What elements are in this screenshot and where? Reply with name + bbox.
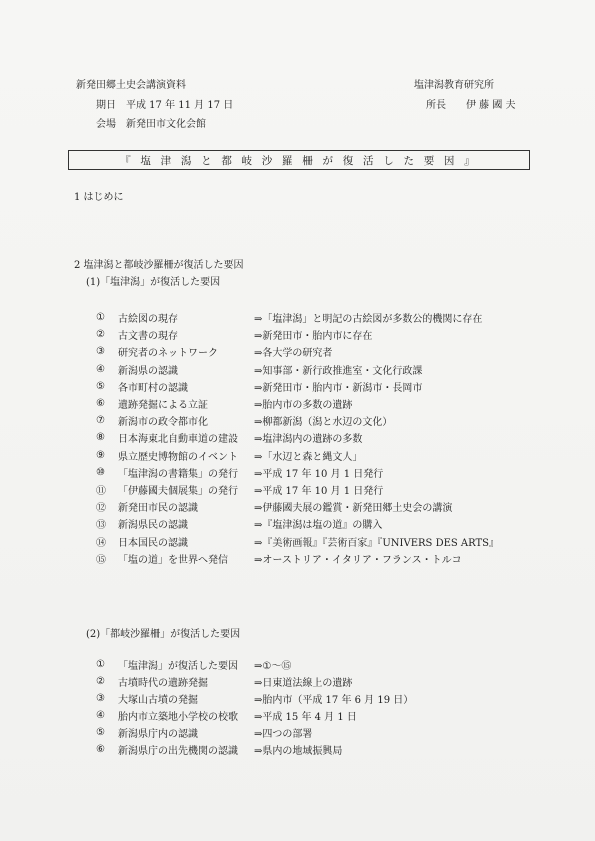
item-number: ⑤ bbox=[96, 727, 105, 738]
item-value: ⇒四つの部署 bbox=[254, 729, 313, 740]
item-label: 「塩津潟」が復活した要因 bbox=[118, 661, 238, 672]
list-item bbox=[96, 395, 499, 412]
item-label: 遺跡発掘による立証 bbox=[118, 400, 208, 412]
item-value: ⇒平成 17 年 10 月 1 日発行 bbox=[254, 485, 384, 497]
item-value: ⇒柳都新潟（潟と水辺の文化） bbox=[254, 417, 393, 429]
header-date: 期日 平成 17 年 11 月 17 日 bbox=[96, 100, 234, 111]
item-number: ② bbox=[96, 329, 105, 341]
list-item bbox=[96, 550, 499, 567]
item-label: 「塩の道」を世界へ発信 bbox=[118, 554, 228, 566]
item-number: ⑫ bbox=[96, 503, 106, 515]
list-item bbox=[96, 707, 413, 724]
item-label: 古絵図の現存 bbox=[118, 314, 178, 326]
list-item bbox=[96, 326, 499, 343]
item-label: 新発田市民の認識 bbox=[118, 503, 198, 515]
list-item bbox=[96, 309, 499, 326]
item-label: 新潟県庁内の認識 bbox=[118, 729, 198, 740]
item-value: ⇒「水辺と森と縄文人」 bbox=[254, 451, 363, 463]
item-value: ⇒胎内市（平成 17 年 6 月 19 日） bbox=[254, 695, 414, 706]
list-item bbox=[96, 724, 413, 741]
item-number: ⑪ bbox=[96, 485, 106, 497]
list-item bbox=[96, 673, 413, 690]
item-label: 新潟県の認識 bbox=[118, 365, 178, 377]
item-value: ⇒新発田市・胎内市・新潟市・長岡市 bbox=[254, 382, 423, 394]
item-label: 大塚山古墳の発掘 bbox=[118, 695, 198, 706]
list-item bbox=[96, 447, 499, 464]
item-number: ① bbox=[96, 312, 105, 324]
list-item bbox=[96, 412, 499, 429]
list-item bbox=[96, 498, 499, 515]
item-value: ⇒オーストリア・イタリア・フランス・トルコ bbox=[254, 554, 462, 566]
list-revival-factors-shiozugata bbox=[96, 309, 499, 567]
item-label: 日本海東北自動車道の建設 bbox=[118, 434, 238, 446]
list-item bbox=[96, 378, 499, 395]
item-number: ① bbox=[96, 659, 105, 670]
item-value: ⇒①〜⑮ bbox=[254, 661, 292, 672]
list-item bbox=[96, 464, 499, 481]
item-label: 古墳時代の遺跡発掘 bbox=[118, 678, 208, 689]
list-item bbox=[96, 690, 413, 707]
item-number: ③ bbox=[96, 346, 105, 358]
subsection-1-heading: (1)「塩津潟」が復活した要因 bbox=[86, 277, 221, 288]
section-1-heading: 1 はじめに bbox=[74, 192, 124, 203]
item-value: ⇒県内の地域振興局 bbox=[254, 746, 343, 757]
item-value: ⇒新発田市・胎内市に存在 bbox=[254, 331, 373, 343]
header-organization: 塩津潟教育研究所 bbox=[414, 80, 494, 91]
section-2-heading: 2 塩津潟と都岐沙羅柵が復活した要因 bbox=[74, 260, 244, 271]
item-label: 研究者のネットワーク bbox=[118, 348, 218, 360]
list-item bbox=[96, 515, 499, 532]
header-venue: 会場 新発田市文化会館 bbox=[96, 119, 206, 130]
item-value: ⇒伊藤國夫展の鑑賞・新発田郷土史会の講演 bbox=[254, 503, 453, 515]
item-number: ⑩ bbox=[96, 466, 105, 478]
item-number: ⑬ bbox=[96, 520, 106, 532]
item-value: ⇒日東道法線上の遺跡 bbox=[254, 678, 353, 689]
item-number: ⑧ bbox=[96, 432, 105, 444]
item-label: 日本国民の認識 bbox=[118, 537, 188, 549]
header-source: 新発田郷土史会講演資料 bbox=[76, 80, 186, 91]
item-number: ⑥ bbox=[96, 398, 105, 410]
item-label: 各市町村の認識 bbox=[118, 382, 188, 394]
item-label: 古文書の現存 bbox=[118, 331, 178, 343]
item-number: ⑨ bbox=[96, 449, 105, 461]
list-item bbox=[96, 481, 499, 498]
list-item bbox=[96, 343, 499, 360]
item-number: ③ bbox=[96, 693, 105, 704]
list-revival-factors-tsukisaranosaku bbox=[96, 656, 413, 758]
item-number: ⑥ bbox=[96, 744, 105, 755]
item-value: ⇒知事部・新行政推進室・文化行政課 bbox=[254, 365, 423, 377]
item-label: 「塩津潟の書籍集」の発行 bbox=[118, 468, 238, 480]
item-number: ④ bbox=[96, 710, 105, 721]
item-value: ⇒各大学の研究者 bbox=[254, 348, 333, 360]
item-value: ⇒胎内市の多数の遺跡 bbox=[254, 400, 353, 412]
item-value: ⇒塩津潟内の遺跡の多数 bbox=[254, 434, 363, 446]
item-number: ⑤ bbox=[96, 380, 105, 392]
item-number: ⑮ bbox=[96, 554, 106, 566]
header-director: 所長 伊 藤 國 夫 bbox=[426, 100, 516, 111]
item-value: ⇒平成 15 年 4 月 1 日 bbox=[254, 712, 357, 723]
item-label: 県立歴史博物館のイベント bbox=[118, 451, 238, 463]
item-value: ⇒『美術画報』『芸術百家』『UNIVERS DES ARTS』 bbox=[254, 537, 500, 549]
item-label: 「伊藤國夫個展集」の発行 bbox=[118, 485, 238, 497]
item-label: 新潟市の政令都市化 bbox=[118, 417, 208, 429]
list-item bbox=[96, 532, 499, 549]
list-item bbox=[96, 741, 413, 758]
item-number: ⑦ bbox=[96, 415, 105, 427]
item-number: ⑭ bbox=[96, 537, 106, 549]
item-number: ② bbox=[96, 676, 105, 687]
document-title: 『 塩 津 潟 と 都 岐 沙 羅 柵 が 復 活 し た 要 因 』 bbox=[68, 150, 530, 170]
list-item bbox=[96, 361, 499, 378]
item-value: ⇒『塩津潟は塩の道』の購入 bbox=[254, 520, 383, 532]
item-label: 新潟県民の認識 bbox=[118, 520, 188, 532]
subsection-2-heading: (2)「都岐沙羅柵」が復活した要因 bbox=[86, 629, 241, 640]
item-value: ⇒平成 17 年 10 月 1 日発行 bbox=[254, 468, 384, 480]
list-item bbox=[96, 656, 413, 673]
item-value: ⇒「塩津潟」と明記の古絵図が多数公的機関に存在 bbox=[254, 314, 483, 326]
item-label: 新潟県庁の出先機関の認識 bbox=[118, 746, 238, 757]
item-label: 胎内市立築地小学校の校歌 bbox=[118, 712, 238, 723]
list-item bbox=[96, 429, 499, 446]
item-number: ④ bbox=[96, 363, 105, 375]
